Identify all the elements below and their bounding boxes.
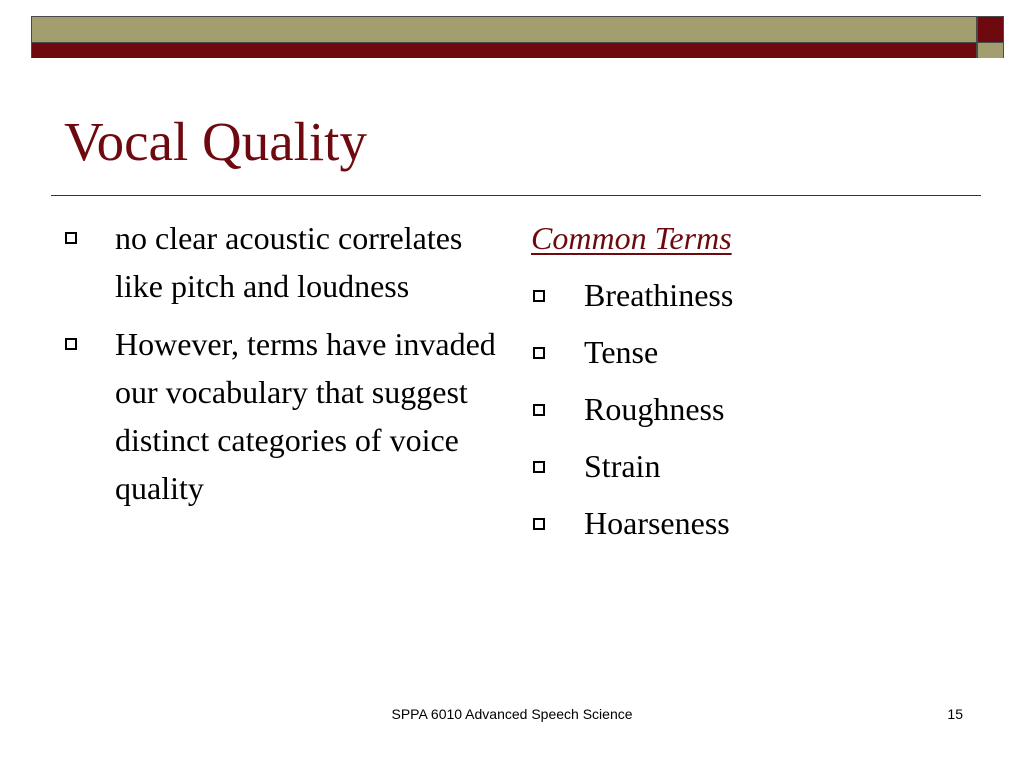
term-item <box>531 442 951 490</box>
square-bullet-icon <box>533 347 545 359</box>
right-bullet-list <box>531 271 951 547</box>
right-column <box>531 214 951 556</box>
header-decoration-bar <box>31 16 977 58</box>
header-corner-block <box>977 16 1004 58</box>
header-maroon-band <box>32 42 976 58</box>
term-text: Breathiness <box>584 277 734 313</box>
header-olive-band <box>32 17 976 42</box>
square-bullet-icon <box>533 518 545 530</box>
left-bullet-text: no clear acoustic correlates like pitch and loudness <box>115 220 463 304</box>
square-bullet-icon <box>533 290 545 302</box>
term-item <box>531 328 951 376</box>
left-column <box>64 214 504 522</box>
left-bullet-list <box>64 214 504 512</box>
term-text: Strain <box>584 448 661 484</box>
corner-olive-square <box>978 42 1003 58</box>
term-item <box>531 385 951 433</box>
term-text: Roughness <box>584 391 725 427</box>
square-bullet-icon <box>65 232 77 244</box>
square-bullet-icon <box>65 338 77 350</box>
footer-course-label: SPPA 6010 Advanced Speech Science <box>391 706 633 722</box>
left-bullet-text: However, terms have invaded our vocabulary that suggest distinct categories of voice quality <box>115 326 496 506</box>
slide-title: Vocal Quality <box>64 111 367 172</box>
term-item <box>531 499 951 547</box>
term-text: Hoarseness <box>584 505 730 541</box>
left-bullet-item <box>64 214 504 310</box>
square-bullet-icon <box>533 404 545 416</box>
term-item <box>531 271 951 319</box>
common-terms-heading: Common Terms <box>531 220 732 256</box>
term-text: Tense <box>584 334 659 370</box>
corner-maroon-square <box>978 17 1003 42</box>
title-divider <box>51 195 981 196</box>
left-bullet-item <box>64 320 504 512</box>
square-bullet-icon <box>533 461 545 473</box>
page-number: 15 <box>947 706 963 722</box>
